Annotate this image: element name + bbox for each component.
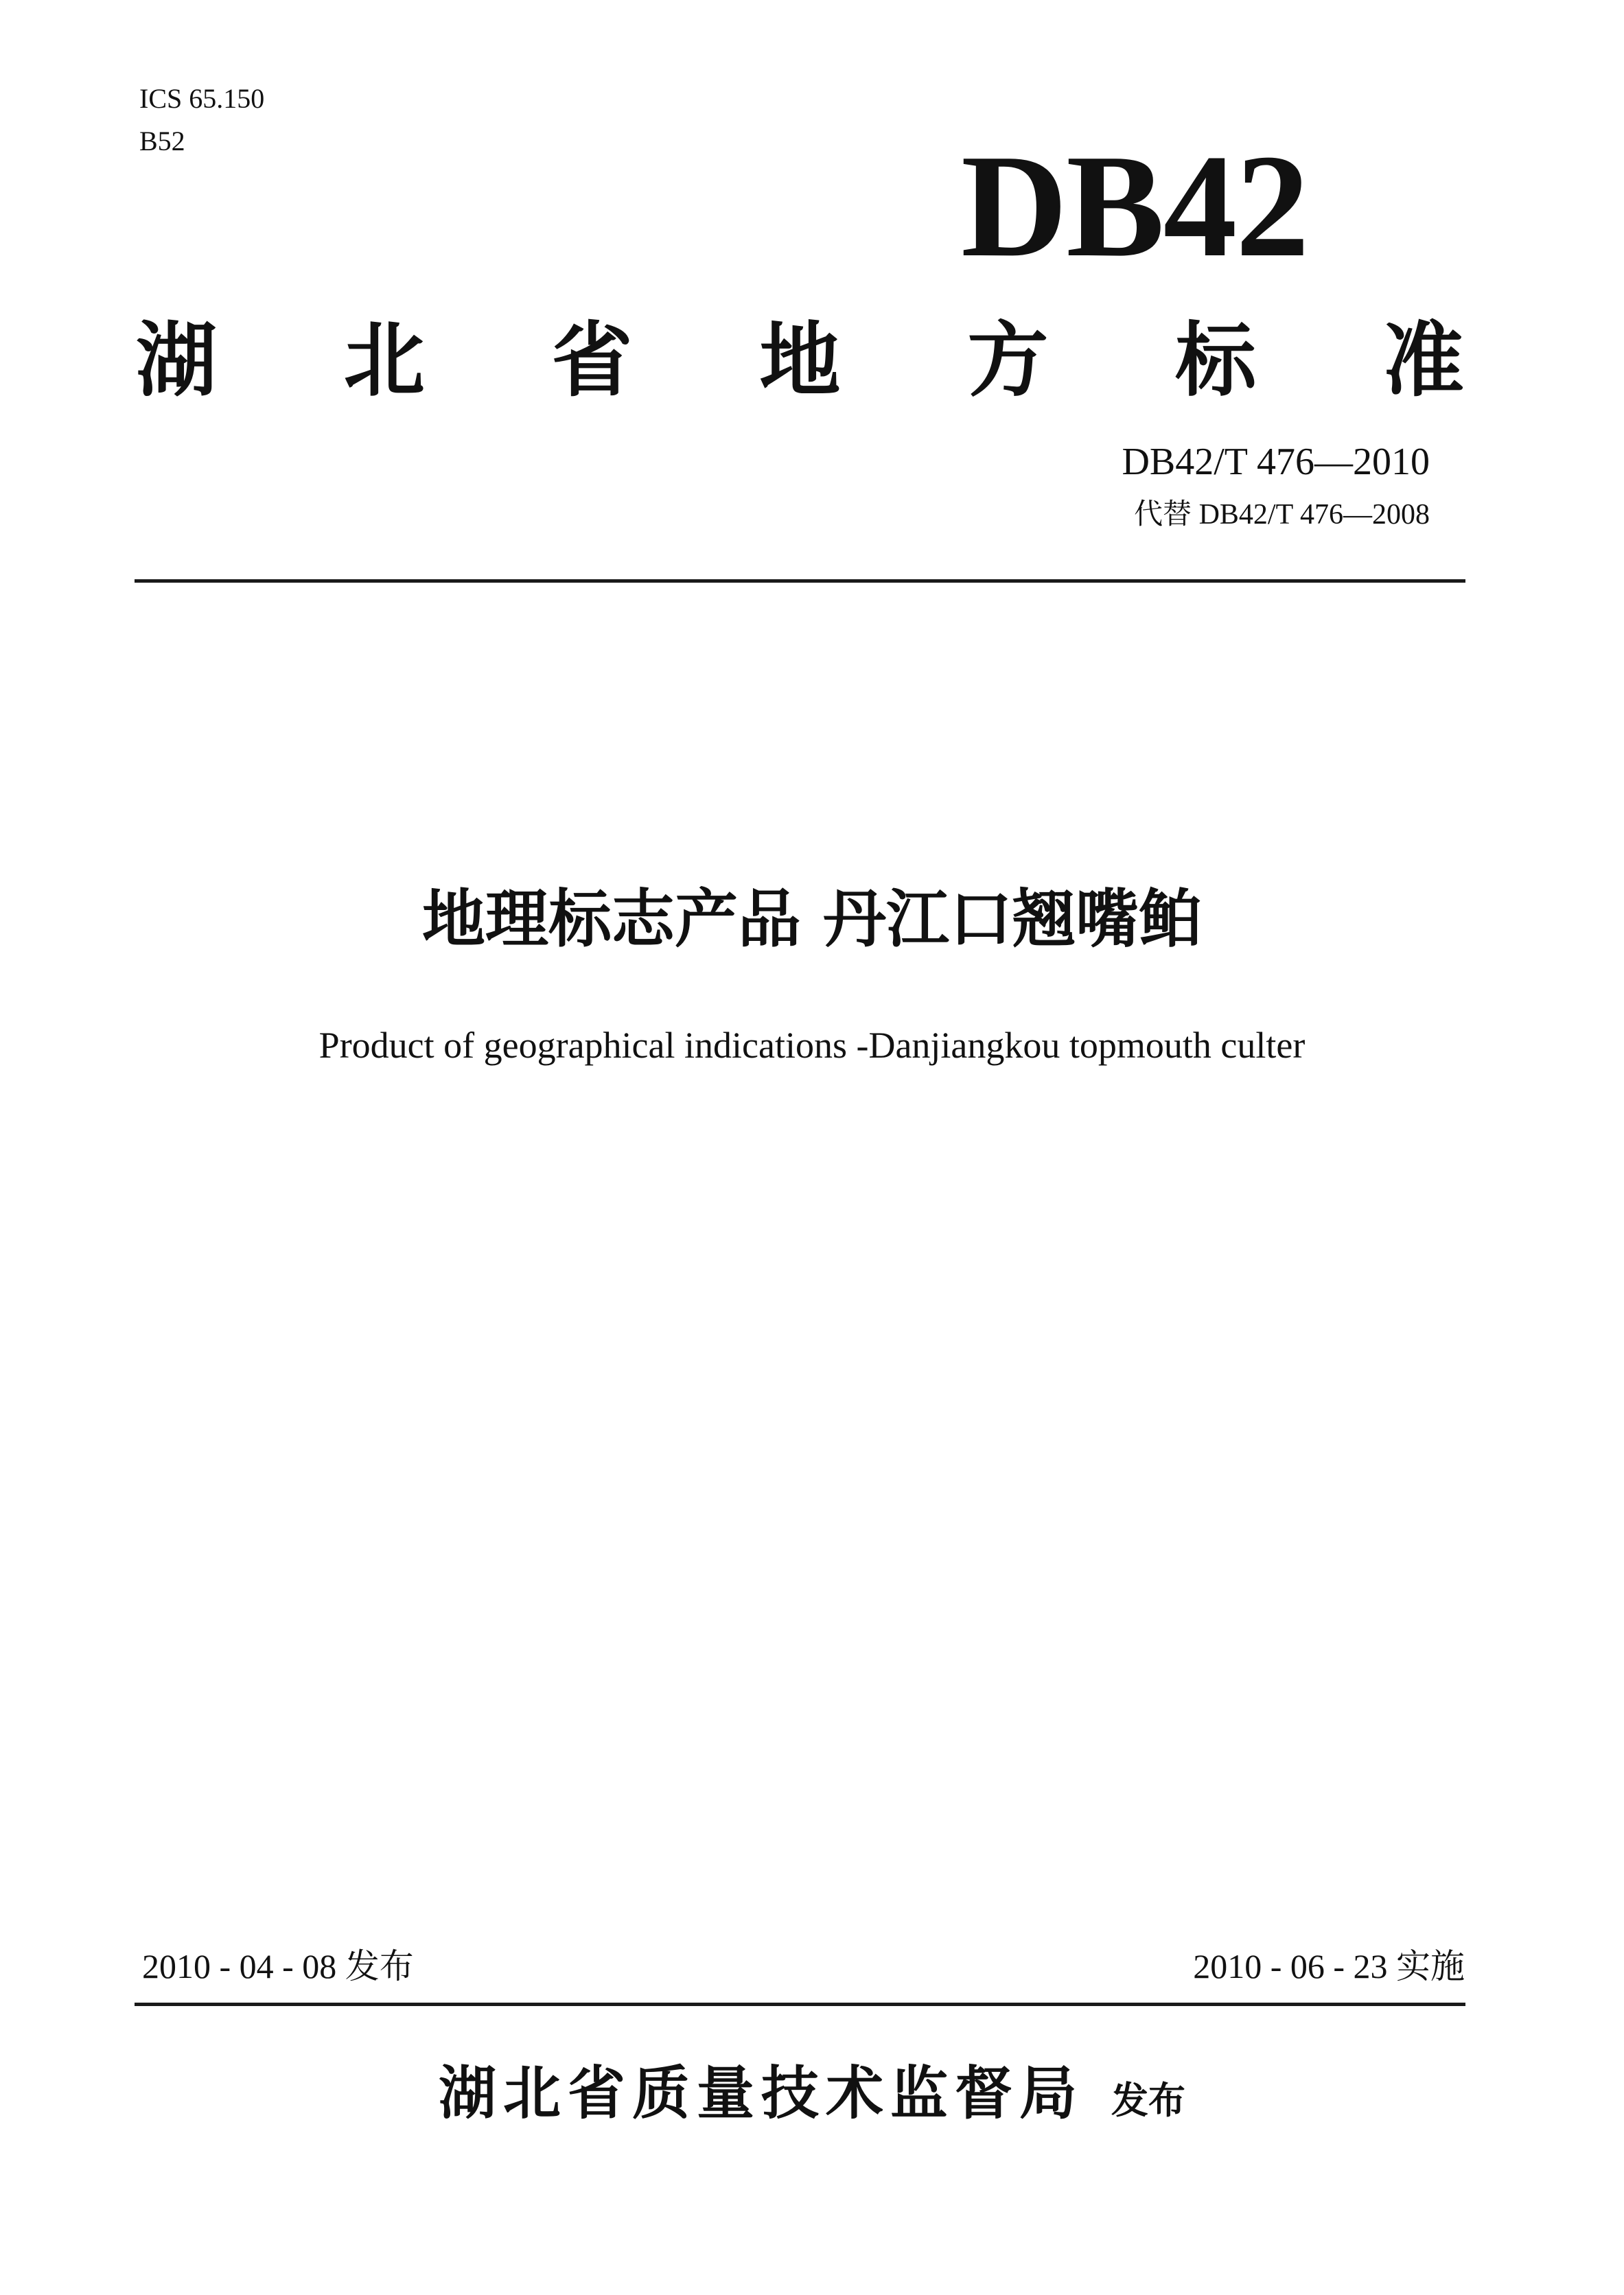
db-logo: DB42 bbox=[961, 124, 1308, 288]
standard-type-char: 地 bbox=[759, 313, 841, 408]
standard-number: DB42/T 476—2010 bbox=[1122, 441, 1430, 483]
implementation-date: 2010 - 06 - 23 实施 bbox=[1193, 1947, 1465, 1985]
title-english: Product of geographical indications -Danjiangkou topmouth culter bbox=[318, 1025, 1306, 1066]
replaces-note: 代替 DB42/T 476—2008 bbox=[1134, 499, 1430, 531]
issue-date: 2010 - 04 - 08 发布 bbox=[142, 1947, 414, 1985]
standard-type-char: 湖 bbox=[136, 313, 218, 408]
publisher-name: 湖北省质量技术监督局 bbox=[438, 2060, 1084, 2127]
publisher-line bbox=[0, 2055, 1624, 2139]
standard-type-char: 省 bbox=[551, 313, 633, 408]
top-divider bbox=[135, 579, 1465, 583]
ccs-code: B52 bbox=[139, 126, 185, 156]
ics-code: ICS 65.150 bbox=[139, 83, 265, 114]
publisher-suffix: 发布 bbox=[1111, 2079, 1185, 2122]
title-chinese: 地理标志产品 丹江口翘嘴鲌 bbox=[421, 883, 1203, 956]
bottom-divider bbox=[135, 2003, 1465, 2006]
standard-type-heading bbox=[136, 313, 1464, 408]
standard-type-char: 标 bbox=[1175, 313, 1257, 408]
standard-type-char: 北 bbox=[343, 313, 425, 408]
standard-type-char: 准 bbox=[1382, 313, 1464, 408]
standard-type-char: 方 bbox=[967, 313, 1049, 408]
